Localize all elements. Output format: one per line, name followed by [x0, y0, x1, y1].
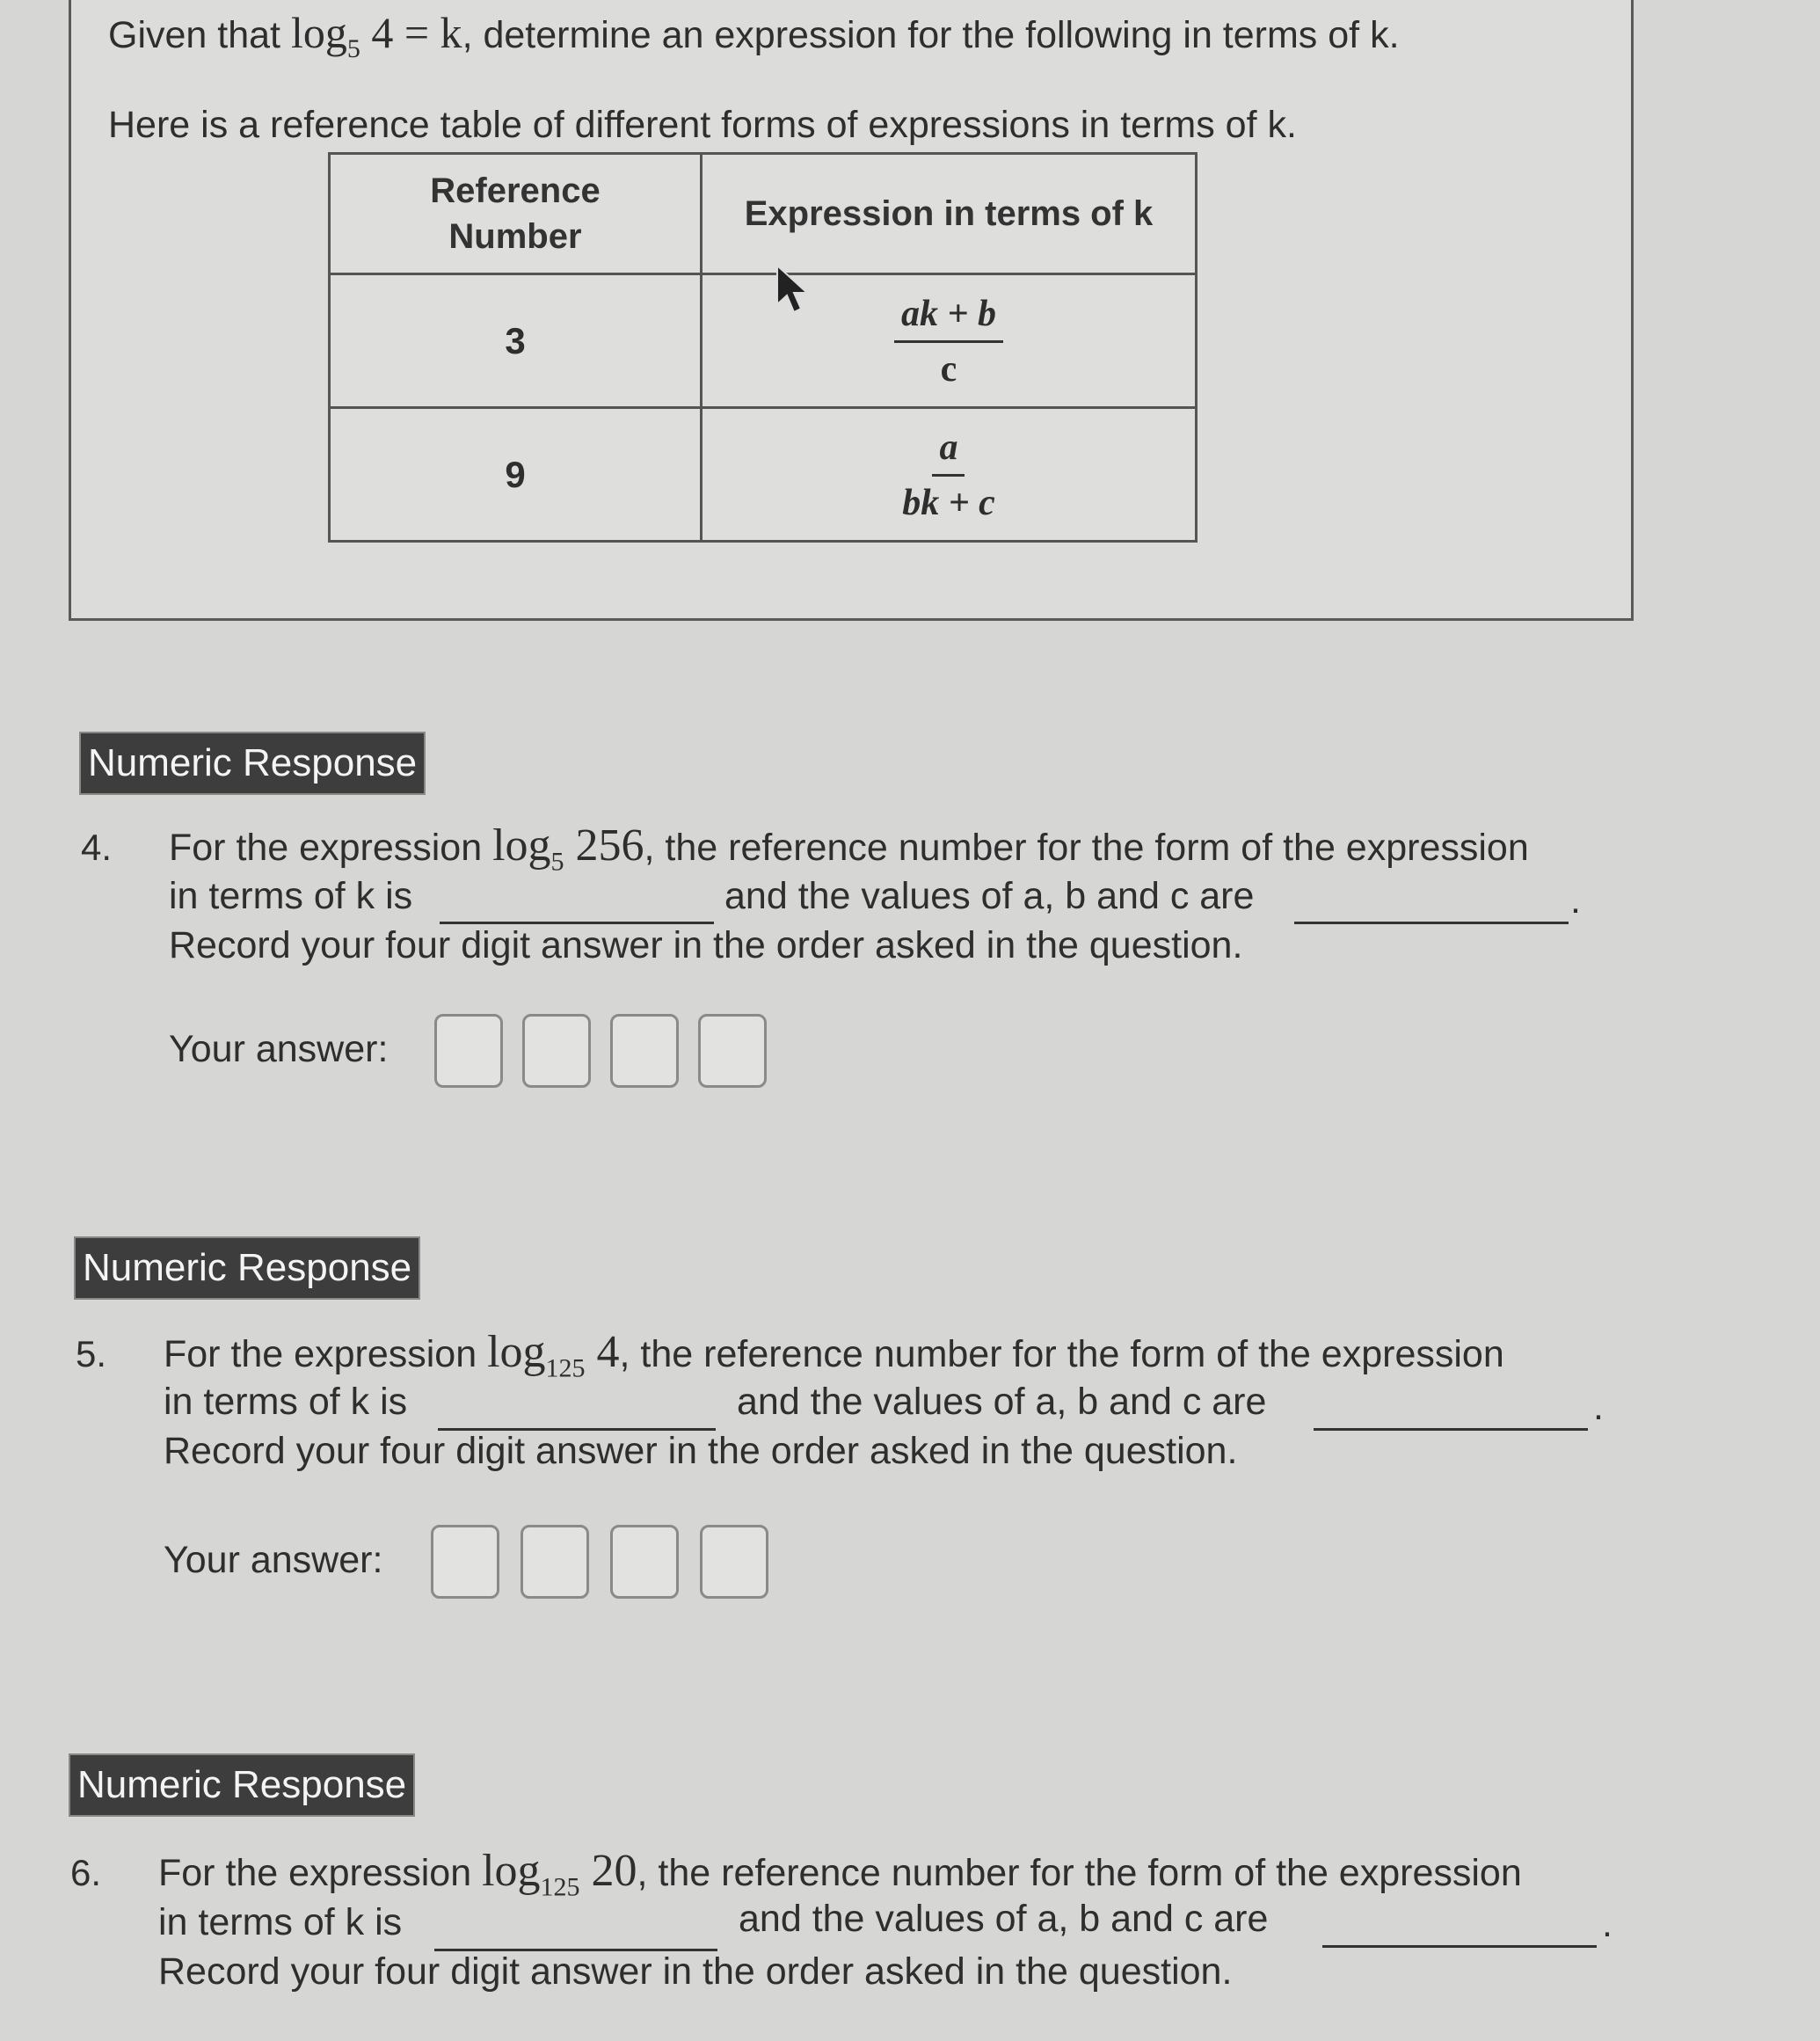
table-row — [330, 274, 1197, 408]
digit-input-3[interactable] — [610, 1525, 679, 1599]
expression-cell — [702, 408, 1197, 542]
answer-blank-values — [1314, 1428, 1588, 1431]
question-line2-middle: and the values of a, b and c are — [724, 875, 1255, 917]
question-instructions: Record your four digit answer in the order asked in the question. — [169, 924, 1243, 966]
digit-input-1[interactable] — [434, 1014, 503, 1088]
answer-blank-values — [1322, 1945, 1597, 1948]
intro-text-end: , determine an expression for the following in terms of k. — [462, 14, 1400, 56]
reference-table — [328, 152, 1198, 543]
intro-statement — [108, 7, 1400, 64]
log-expression: $\log_5 256$ — [492, 820, 644, 877]
table-header-row — [330, 154, 1197, 274]
fraction-denominator: c — [940, 348, 957, 390]
fraction — [895, 426, 1002, 524]
log-base: 5 — [346, 34, 360, 63]
question-line2-start: in terms of k is — [158, 1901, 403, 1943]
question-prompt: For the expression $\log_{125} 4$, the reference number for the form of the expression — [164, 1327, 1504, 1383]
answer-label: Your answer: — [164, 1539, 383, 1581]
log-argument: 4 = k — [360, 8, 462, 57]
question-line2-end: . — [1570, 879, 1581, 922]
question-instructions: Record your four digit answer in the order asked in the question. — [164, 1430, 1238, 1472]
numeric-response-badge: Numeric Response — [69, 1753, 415, 1817]
table-row — [330, 408, 1197, 542]
log-expression: $\log_{125} 4$ — [487, 1327, 620, 1383]
log-expression — [290, 8, 462, 63]
digit-input-4[interactable] — [698, 1014, 767, 1088]
question-prompt: For the expression $\log_5 256$, the reference number for the form of the expression — [169, 820, 1529, 877]
reference-number-cell: 3 — [330, 274, 702, 408]
digit-input-4[interactable] — [700, 1525, 768, 1599]
question-number: 4. — [81, 827, 113, 868]
question-line2-start: in terms of k is — [164, 1381, 408, 1423]
header-expression: Expression in terms of k — [702, 154, 1197, 274]
numeric-response-badge: Numeric Response — [79, 732, 426, 795]
fraction-numerator: ak + b — [894, 293, 1003, 343]
mouse-cursor-icon — [774, 264, 818, 317]
answer-blank-values — [1294, 922, 1569, 924]
fraction-numerator: a — [932, 426, 965, 477]
question-line2-end: . — [1602, 1903, 1613, 1945]
question-prompt: For the expression $\log_{125} 20$, the reference number for the form of the expression — [158, 1846, 1522, 1902]
intro-text: Given that — [108, 14, 291, 56]
reference-number-cell: 9 — [330, 408, 702, 542]
numeric-response-badge: Numeric Response — [74, 1236, 420, 1300]
question-line2-end: . — [1593, 1386, 1604, 1428]
header-reference-number: Reference Number — [330, 154, 702, 274]
answer-label: Your answer: — [169, 1028, 389, 1070]
fraction — [894, 293, 1003, 390]
question-number: 6. — [70, 1852, 102, 1893]
question-line2-start: in terms of k is — [169, 875, 413, 917]
digit-input-1[interactable] — [431, 1525, 499, 1599]
digit-input-3[interactable] — [610, 1014, 679, 1088]
digit-input-2[interactable] — [522, 1014, 591, 1088]
question-line2-middle: and the values of a, b and c are — [739, 1898, 1269, 1940]
log-function: log — [290, 8, 347, 57]
digit-input-2[interactable] — [521, 1525, 589, 1599]
fraction-denominator: bk + c — [902, 482, 995, 523]
question-line2-middle: and the values of a, b and c are — [737, 1381, 1267, 1423]
log-expression: $\log_{125} 20$ — [482, 1846, 637, 1902]
intro-table-caption: Here is a reference table of different forms of expressions in terms of k. — [108, 104, 1297, 146]
question-instructions: Record your four digit answer in the order asked in the question. — [158, 1950, 1233, 1993]
question-number: 5. — [76, 1333, 107, 1374]
